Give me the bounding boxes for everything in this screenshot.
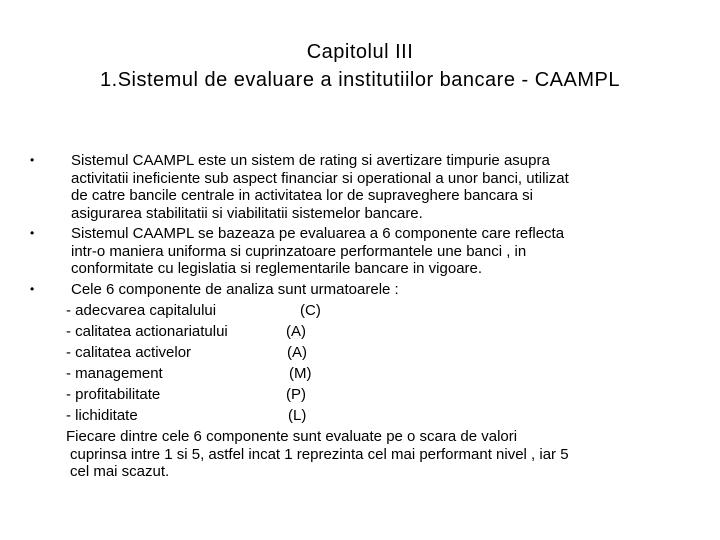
component-row bbox=[66, 384, 686, 405]
bullet-line: Cele 6 componente de analiza sunt urmatoarele : bbox=[71, 280, 399, 298]
bullet-line: Sistemul CAAMPL este un sistem de rating si avertizare timpurie asupra bbox=[71, 152, 550, 169]
bullet-line: Sistemul CAAMPL se bazeaza pe evaluarea a 6 componente care reflecta bbox=[71, 225, 565, 242]
component-name: - calitatea activelor bbox=[66, 344, 192, 361]
bullet-item bbox=[26, 152, 686, 222]
bullet-item bbox=[26, 225, 686, 278]
component-row bbox=[66, 300, 686, 321]
slide-title bbox=[0, 38, 720, 94]
component-name: - profitabilitate bbox=[66, 386, 161, 403]
component-row bbox=[66, 342, 686, 363]
component-name: - adecvarea capitalului bbox=[66, 302, 217, 319]
bullet-text bbox=[70, 152, 686, 222]
bullet-line: de catre bancile centrale in activitatea lor de supraveghere bancara si bbox=[71, 187, 533, 204]
bullet-marker: • bbox=[30, 281, 35, 296]
component-code: (C) bbox=[300, 302, 321, 319]
component-row bbox=[66, 321, 686, 342]
component-name: - calitatea actionariatului bbox=[66, 323, 228, 340]
bullet-line: intr-o maniera uniforma si cuprinzatoare performantele une banci , in bbox=[71, 242, 527, 260]
closing-line: Fiecare dintre cele 6 componente sunt evaluate pe o scara de valori bbox=[66, 428, 518, 445]
component-code: (L) bbox=[288, 407, 307, 424]
bullet-item bbox=[26, 281, 686, 299]
component-name: - lichiditate bbox=[66, 407, 138, 424]
bullet-line: activitatii ineficiente sub aspect financiar si operational a unor banci, utilizat bbox=[71, 169, 569, 187]
bullet-marker: • bbox=[30, 226, 35, 240]
components-list bbox=[66, 300, 686, 426]
component-row bbox=[66, 405, 686, 426]
component-code: (P) bbox=[286, 386, 306, 403]
bullet-line: conformitate cu legislatia si reglementarile bancare in vigoare. bbox=[71, 260, 483, 277]
bullet-text bbox=[70, 281, 686, 299]
component-row bbox=[66, 363, 686, 384]
bullet-text bbox=[70, 225, 686, 278]
bullet-line: asigurarea stabilitatii si viabilitatii sistemelor bancare. bbox=[71, 204, 423, 222]
component-name: - management bbox=[66, 365, 163, 382]
closing-line: cuprinsa intre 1 si 5, astfel incat 1 reprezinta cel mai performant nivel , iar 5 bbox=[70, 445, 569, 463]
slide-body bbox=[26, 152, 686, 481]
component-code: (M) bbox=[289, 365, 312, 382]
bullet-marker: • bbox=[30, 153, 35, 167]
component-code: (A) bbox=[286, 323, 306, 340]
closing-paragraph bbox=[66, 428, 686, 481]
section-heading: 1.Sistemul de evaluare a institutiilor bancare - CAAMPL bbox=[100, 69, 620, 91]
closing-line: cel mai scazut. bbox=[70, 463, 170, 480]
chapter-heading: Capitolul III bbox=[306, 41, 414, 63]
component-code: (A) bbox=[287, 344, 307, 361]
